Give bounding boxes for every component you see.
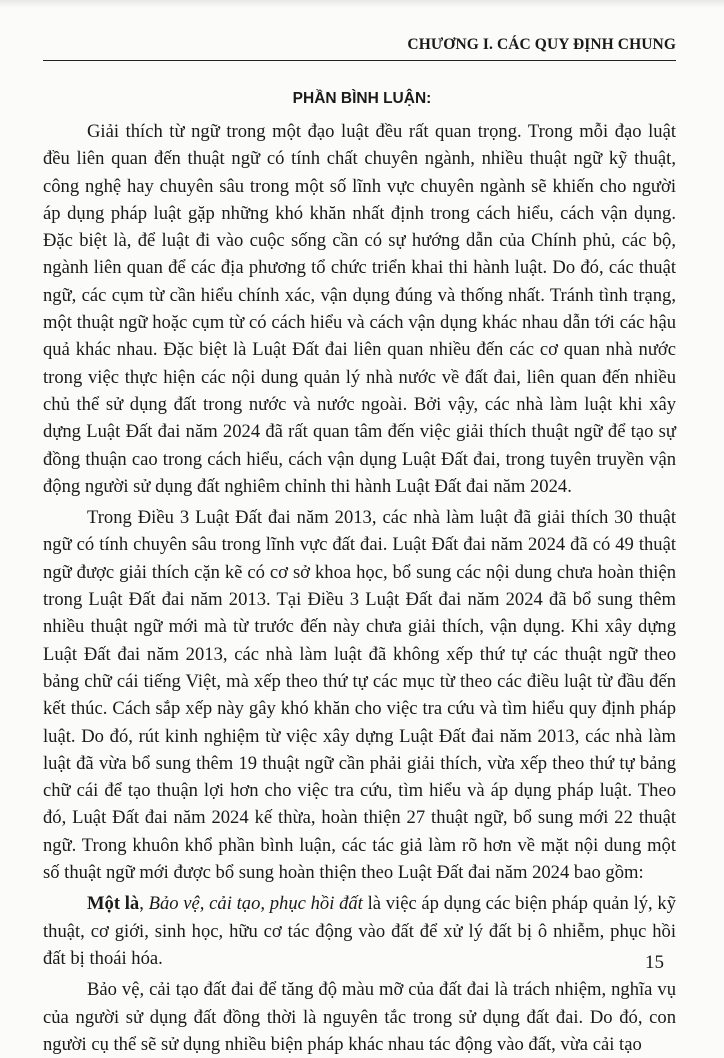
defined-term: Bảo vệ, cải tạo, phục hồi đất	[148, 893, 363, 915]
paragraph-3-separator: ,	[139, 893, 149, 915]
page-number: 15	[645, 952, 664, 973]
paragraph-1: Giải thích từ ngữ trong một đạo luật đều rất quan trọng. Trong mỗi đạo luật đều liên quan đến thuật ngữ có tính chất chuyên ngành, nhiều thuật ngữ kỹ thuật, công nghệ hay chuyên sâu trong một số lĩnh vực chuyên ngành sẽ khiến cho người áp dụng pháp luật gặp những khó khăn nhất định trong cách hiểu, cách vận dụng. Đặc biệt là, để luật đi vào cuộc sống cần có sự hướng dẫn của Chính phủ, các bộ, ngành liên quan để các địa phương tổ chức triển khai thi hành luật. Do đó, các thuật ngữ, các cụm từ cần hiểu chính xác, vận dụng đúng và thống nhất. Tránh tình trạng, một thuật ngữ hoặc cụm từ có cách hiểu và cách vận dụng khác nhau dẫn tới các hậu quả khác nhau. Đặc biệt là Luật Đất đai liên quan nhiều đến các cơ quan nhà nước trong việc thực hiện các nội dung quản lý nhà nước về đất đai, liên quan đến nhiều chủ thể sử dụng đất trong nước và nước ngoài. Bởi vậy, các nhà làm luật khi xây dựng Luật Đất đai năm 2024 đã rất quan tâm đến việc giải thích thuật ngữ để tạo sự đồng thuận cao trong cách hiểu, cách vận dụng Luật Đất đai, trong tuyên truyền vận động người sử dụng đất nghiêm chỉnh thi hành Luật Đất đai năm 2024.	[43, 121, 676, 497]
section-heading: PHẦN BÌNH LUẬN:	[292, 90, 432, 107]
running-header-chapter-title: CHƯƠNG I. CÁC QUY ĐỊNH CHUNG	[407, 36, 676, 53]
paragraph-3-lead: Một là	[87, 893, 140, 915]
paragraph-4: Bảo vệ, cải tạo đất đai để tăng độ màu mỡ của đất đai là trách nhiệm, nghĩa vụ của người sử dụng đất đồng thời là nguyên tắc trong sử dụng đất đai. Do đó, con người cụ thể sẽ sử dụng nhiều biện pháp khác nhau tác động vào đất, vừa cải tạo	[43, 979, 676, 1055]
paragraph-2: Trong Điều 3 Luật Đất đai năm 2013, các nhà làm luật đã giải thích 30 thuật ngữ có tính chuyên sâu trong lĩnh vực đất đai. Luật Đất đai năm 2024 đã có 49 thuật ngữ được giải thích cặn kẽ có cơ sở khoa học, bổ sung các nội dung chưa hoàn thiện trong Luật Đất đai năm 2013. Tại Điều 3 Luật Đất đai năm 2024 đã bổ sung thêm nhiều thuật ngữ mới mà từ trước đến này chưa giải thích, vận dụng. Khi xây dựng Luật Đất đai năm 2013, các nhà làm luật đã không xếp thứ tự các thuật ngữ theo bảng chữ cái tiếng Việt, mà xếp theo thứ tự các mục từ theo các điều luật từ đầu đến kết thúc. Cách sắp xếp này gây khó khăn cho việc tra cứu và tìm hiểu quy định pháp luật. Do đó, rút kinh nghiệm từ việc xây dựng Luật Đất đai năm 2013, các nhà làm luật đã vừa bổ sung thêm 19 thuật ngữ cần phải giải thích, vừa xếp theo thứ tự bảng chữ cái để tạo thuận lợi hơn cho việc tra cứu, tìm hiểu và áp dụng pháp luật. Theo đó, Luật Đất đai năm 2024 kế thừa, hoàn thiện 27 thuật ngữ, bổ sung mới 22 thuật ngữ. Trong khuôn khổ phần bình luận, các tác giả làm rõ hơn về mặt nội dung một số thuật ngữ mới được bổ sung hoàn thiện theo Luật Đất đai năm 2024 bao gồm:	[43, 507, 676, 884]
paragraph-3	[43, 890, 676, 972]
paragraph-3-definition: là việc áp dụng các biện pháp quản lý, kỹ thuật, cơ giới, sinh học, hữu cơ tác động vào đất để xử lý đất bị ô nhiễm, phục hồi đất bị thoái hóa.	[43, 893, 676, 969]
body-text	[43, 118, 676, 1058]
scan-edge-shadow	[0, 0, 724, 8]
header-rule	[43, 60, 676, 61]
